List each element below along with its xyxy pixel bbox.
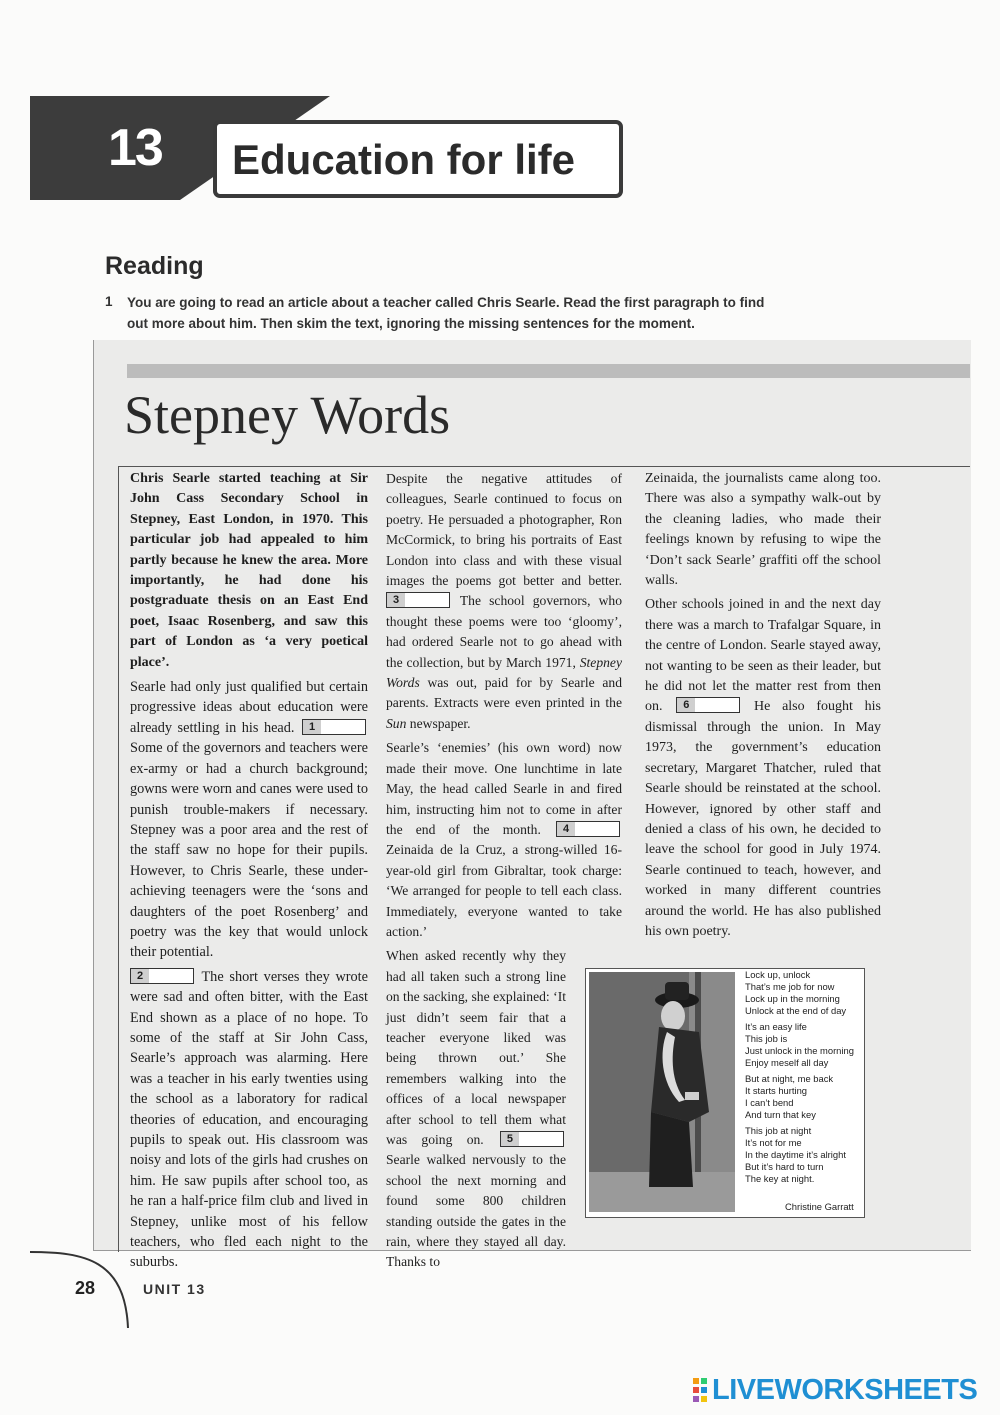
poem-stanza: [745, 1125, 863, 1185]
poem-line: I can’t bend: [745, 1097, 794, 1108]
poem-line: Just unlock in the morning: [745, 1045, 854, 1056]
article-paragraph: [386, 946, 566, 1273]
article-paragraph: [386, 469, 622, 734]
poem-line: But it’s hard to turn: [745, 1161, 824, 1172]
liveworksheets-logo-text: LIVEWORKSHEETS: [712, 1374, 978, 1406]
article-paragraph: [130, 677, 368, 963]
poem-line: It’s not for me: [745, 1137, 802, 1148]
poem-line: Unlock at the end of day: [745, 1005, 847, 1016]
poem-stanza: [745, 969, 863, 1017]
poem-line: It’s an easy life: [745, 1021, 807, 1032]
task-instructions: You are going to read an article about a teacher called Chris Searle. Read the first paragraph to find out more about him. Then skim the text, ignoring the missing sentences for the moment.: [127, 295, 765, 331]
article-paragraph: [130, 967, 368, 1273]
section-heading: Reading: [105, 252, 204, 280]
gap-number: 5: [501, 1132, 519, 1146]
poem-line: This job at night: [745, 1125, 812, 1136]
text-run-italic: Stepney Words: [386, 654, 623, 691]
gap-3-input[interactable]: [386, 592, 450, 608]
poem-author: Christine Garratt: [785, 1201, 854, 1212]
gap-number: 1: [303, 720, 321, 734]
text-run: The short verses they wrote were sad and often bitter, with the East End shown as a place of no hope. To some of the staff at Sir John Cass, Searle’s approach was alarming. Here was a teacher in his early twenties using the school as a laboratory for radical theories of education, and encouraging pupils to speak out. His classroom was noisy and lots of the girls had crushes on him. He saw pupils after school too, as he ran a half-price film club and lived in Stepney, unlike most of his fellow teachers, who fled each night to the suburbs.: [130, 968, 368, 1271]
text-run: The school governors, who thought these poems were too ‘gloomy’, had ordered Searle not to go ahead with the collection, but by March 1971,: [386, 593, 622, 670]
task-number: 1: [105, 294, 113, 309]
gap-number: 6: [677, 698, 695, 712]
poem-line: And turn that key: [745, 1109, 816, 1120]
article-paragraph: [386, 738, 622, 942]
gap-number: 3: [387, 593, 405, 607]
text-run: He also fought his dismissal through the union. In May 1973, the government’s education secretary, Margaret Thatcher, ruled that Searle should be reinstated at the school. However, ignored by other staff and denied a class of his own, he decided to leave the school for good in July 1974. Searle continued to teach, however, and worked in many different countries around the world. He has also published his own poetry.: [645, 699, 882, 939]
poem-line: It starts hurting: [745, 1085, 808, 1096]
text-run: Other schools joined in and the next day there was a march to Trafalgar Square, in the centre of London. Searle stayed away, not wanting to be seen as their leader, but he did not let the matter rest from then on.: [645, 597, 881, 715]
unit-number: 13: [108, 119, 162, 177]
poem-line: The key at night.: [745, 1173, 815, 1184]
poem-line: Lock up, unlock: [745, 969, 811, 980]
caretaker-photo: [589, 972, 735, 1212]
article-frame-top: [118, 466, 970, 467]
article-title: Stepney Words: [124, 385, 451, 445]
poem-line: That’s me job for now: [745, 981, 835, 992]
text-run-italic: Sun: [386, 715, 407, 731]
gap-2-input[interactable]: [130, 968, 194, 984]
article-intro: Chris Searle started teaching at Sir John Cass Secondary School in Stepney, East London, in 1970. This particular job had appealed to him partly because he knew the area. More importantly, he had done his postgraduate thesis on an East End poet, Isaac Rosenberg, and saw this part of London as ‘a very poetical place’.: [130, 471, 368, 670]
text-run: Searle had only just qualified but certain progressive ideas about education were already settling in his head.: [130, 679, 368, 736]
article-column-3: [645, 469, 881, 946]
text-run: newspaper.: [409, 715, 471, 731]
gap-number: 4: [557, 822, 575, 836]
gap-4-input[interactable]: [556, 821, 620, 837]
text-run: Searle walked nervously to the school the next morning and found some 800 children standing outside the gates in the rain, where they stayed all day. Thanks to: [386, 1152, 566, 1270]
text-run: Some of the governors and teachers were ex-army or had a church background; gowns were worn and canes were used to punish trouble-makers if necessary. Stepney was a poor area and the rest of the staff saw no hope for their pupils. However, to Chris Searle, these under-achieving teenagers were the ‘sons and daughters of the poet Rosenberg’ and poetry was the key that would unlock their potential.: [130, 740, 368, 961]
text-run: Zeinaida de la Cruz, a strong-willed 16-year-old girl from Gibraltar, took charge: ‘We arranged for people to tell each class. Immediately, everyone wanted to take action.’: [386, 842, 622, 939]
gap-5-input[interactable]: [500, 1131, 564, 1147]
text-run: was out, paid for by Searle and parents. Extracts were even printed in the: [386, 675, 622, 711]
article-paragraph: [645, 595, 881, 942]
text-run: When asked recently why they had all taken such a strong line on the sacking, she explained: ‘It just didn’t seem fair that a teacher everyone liked was being thrown out.’ She remembers walking into the offices of a local newspaper after school to tell them what was going on.: [386, 948, 566, 1147]
text-run: Despite the negative attitudes of colleagues, Searle continued to focus on poetry. He persuaded a photographer, Ron McCormick, to bring his portraits of East London into class and with these visual images the poems got better and better.: [386, 471, 622, 589]
liveworksheets-logo-icon: [693, 1378, 708, 1403]
poem-line: Lock up in the morning: [745, 993, 840, 1004]
poem-line: But at night, me back: [745, 1073, 834, 1084]
unit-title: Education for life: [232, 136, 576, 183]
poem-line: This job is: [745, 1033, 788, 1044]
footer-unit-label: UNIT 13: [143, 1281, 206, 1297]
poem-stanza: [745, 1021, 863, 1069]
text-run: Searle’s ‘enemies’ (his own word) now made their move. One lunchtime in late May, the head called Searle in and fired him, instructing him not to come in after the end of the month.: [386, 740, 622, 837]
poem-stanza: [745, 1073, 863, 1121]
poem-line: Enjoy meself all day: [745, 1057, 829, 1068]
article-header-bar: [127, 364, 970, 378]
gap-6-input[interactable]: [676, 697, 740, 713]
article-paragraph: Zeinaida, the journalists came along too. There was also a sympathy walk-out by the cleaning ladies, who made their feelings known by refusing to wipe the ‘Don’t sack Searle’ graffiti off the school walls.: [645, 471, 881, 589]
gap-1-input[interactable]: [302, 719, 366, 735]
poem-line: In the daytime it’s alright: [745, 1149, 846, 1160]
article-column-1: [130, 469, 368, 1277]
page-number: 28: [75, 1278, 96, 1298]
gap-number: 2: [131, 969, 149, 983]
poem-text: [745, 969, 863, 1189]
article-frame-left: [118, 466, 119, 1252]
